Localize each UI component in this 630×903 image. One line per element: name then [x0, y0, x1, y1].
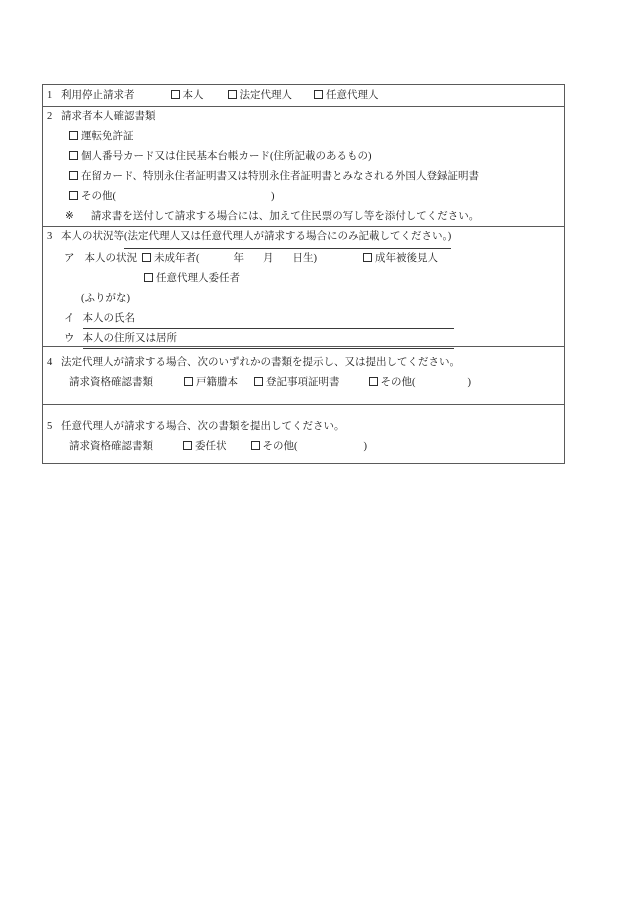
close-paren: ) — [271, 191, 275, 202]
section-number: 4 — [47, 357, 53, 368]
checkbox-label: 運転免許証 — [81, 131, 134, 142]
checkbox-seinen-hikokennin[interactable] — [363, 249, 438, 269]
checkbox-label: 個人番号カード又は住民基本台帳カード(住所記載のあるもの) — [81, 151, 372, 162]
form-section-4 — [43, 346, 564, 404]
checkbox-icon — [228, 90, 237, 99]
checkbox-label: その他( — [380, 377, 416, 388]
legal-rep-docs-line — [43, 373, 564, 393]
nini-other-write-in[interactable] — [298, 448, 364, 449]
checkbox-icon — [254, 377, 263, 386]
checkbox-icon — [142, 253, 151, 262]
section-2-title-text: 請求者本人確認書類 — [61, 111, 156, 122]
checkbox-label: 戸籍謄本 — [196, 377, 238, 388]
checkbox-label: 在留カード、特別永住者証明書又は特別永住者証明書とみなされる外国人登録証明書 — [81, 171, 480, 182]
checkbox-label: 登記事項証明書 — [266, 377, 340, 388]
section-number: 5 — [47, 421, 53, 432]
section-3-title-note: (法定代理人又は任意代理人が請求する場合にのみ記載してください。) — [124, 227, 451, 249]
mail-request-note — [43, 207, 564, 227]
checkbox-nini-dairinin-ininsha[interactable] — [144, 269, 240, 289]
checkbox-icon — [369, 377, 378, 386]
checkbox-koseki-tohon[interactable] — [184, 373, 238, 393]
voluntary-rep-docs-line — [43, 437, 564, 457]
name-field-label: 本人の氏名 — [82, 313, 135, 324]
checkbox-sonota-identity[interactable] — [69, 187, 116, 207]
application-form-table — [42, 84, 565, 464]
section-3-title-text: 本人の状況等 — [61, 231, 124, 242]
requester-type-line — [43, 85, 564, 106]
furigana-line — [43, 289, 564, 309]
form-section-2 — [43, 106, 564, 226]
checkbox-icon — [69, 131, 78, 140]
checkbox-icon — [69, 171, 78, 180]
section-number: 3 — [47, 231, 53, 242]
checkbox-sonota-hotei[interactable] — [369, 373, 416, 393]
address-field-label: 本人の住所又は居所 — [82, 333, 177, 344]
checkbox-label: 本人 — [182, 90, 204, 101]
checkbox-icon — [69, 191, 78, 200]
birth-year-blank[interactable] — [200, 260, 234, 261]
section-3-title — [43, 227, 564, 249]
checkbox-ininjo[interactable] — [183, 437, 227, 457]
checkbox-icon — [183, 441, 192, 450]
checkbox-icon — [251, 441, 260, 450]
checkbox-icon — [144, 273, 153, 282]
identity-other-write-in[interactable] — [116, 198, 271, 199]
section-5-title-text: 任意代理人が請求する場合、次の書類を提出してください。 — [61, 421, 345, 432]
birth-month-blank[interactable] — [244, 260, 263, 261]
identity-doc-line — [43, 167, 564, 187]
checkbox-toki-jiko-shomeisho[interactable] — [254, 373, 340, 393]
birth-day-blank[interactable] — [274, 260, 293, 261]
unit-day: 日生) — [292, 253, 317, 264]
checkbox-nini-dairinin[interactable] — [314, 85, 379, 106]
hotei-other-write-in[interactable] — [416, 384, 468, 385]
checkbox-icon — [363, 253, 372, 262]
note-text: 請求書を送付して請求する場合には、加えて住民票の写し等を添付してください。 — [90, 211, 480, 222]
checkbox-hotei-dairinin[interactable] — [228, 85, 293, 106]
unit-month: 月 — [263, 253, 274, 264]
sub-a-title: 本人の状況 — [84, 253, 137, 264]
qualification-docs-label: 請求資格確認書類 — [69, 441, 153, 452]
close-paren: ) — [467, 377, 471, 388]
checkbox-icon — [69, 151, 78, 160]
checkbox-miseinensha[interactable] — [142, 249, 200, 269]
identity-doc-line — [43, 187, 564, 207]
furigana-label: (ふりがな) — [81, 293, 130, 304]
checkbox-label: 任意代理人 — [326, 90, 379, 101]
checkbox-label: 未成年者( — [154, 253, 200, 264]
qualification-docs-label: 請求資格確認書類 — [69, 377, 153, 388]
checkbox-icon — [184, 377, 193, 386]
checkbox-honnin[interactable] — [171, 85, 204, 106]
checkbox-label: 委任状 — [195, 441, 227, 452]
form-section-3 — [43, 226, 564, 346]
sub-a-label: ア — [64, 253, 75, 264]
checkbox-label: その他( — [81, 191, 116, 202]
section-number: 2 — [47, 111, 53, 122]
section-4-title — [43, 353, 564, 373]
section-1-label: 利用停止請求者 — [61, 90, 135, 101]
sub-u-label: ウ — [64, 333, 75, 344]
section-4-title-text: 法定代理人が請求する場合、次のいずれかの書類を提示し、又は提出してください。 — [61, 357, 460, 368]
identity-doc-line — [43, 147, 564, 167]
name-field[interactable] — [83, 310, 454, 329]
checkbox-icon — [314, 90, 323, 99]
checkbox-icon — [171, 90, 180, 99]
checkbox-label: 任意代理人委任者 — [156, 273, 240, 284]
checkbox-label: 法定代理人 — [239, 90, 292, 101]
section-5-title — [43, 417, 564, 437]
delegator-line — [43, 269, 564, 289]
identity-doc-line — [43, 127, 564, 147]
checkbox-unten-menkyosho[interactable] — [69, 127, 134, 147]
checkbox-label: 成年被後見人 — [375, 253, 438, 264]
form-section-5 — [43, 404, 564, 463]
sub-i-label: イ — [64, 313, 75, 324]
principal-status-line — [43, 249, 564, 269]
checkbox-zairyu-card[interactable] — [69, 167, 479, 187]
close-paren: ) — [363, 441, 367, 452]
checkbox-kojin-bango-card[interactable] — [69, 147, 372, 167]
principal-name-line — [43, 309, 564, 329]
unit-year: 年 — [233, 253, 244, 264]
section-2-title — [43, 107, 564, 127]
checkbox-label: その他( — [262, 441, 298, 452]
note-mark: ※ — [65, 211, 74, 222]
section-number: 1 — [47, 90, 53, 101]
form-section-1 — [43, 85, 564, 106]
checkbox-sonota-nini[interactable] — [251, 437, 298, 457]
